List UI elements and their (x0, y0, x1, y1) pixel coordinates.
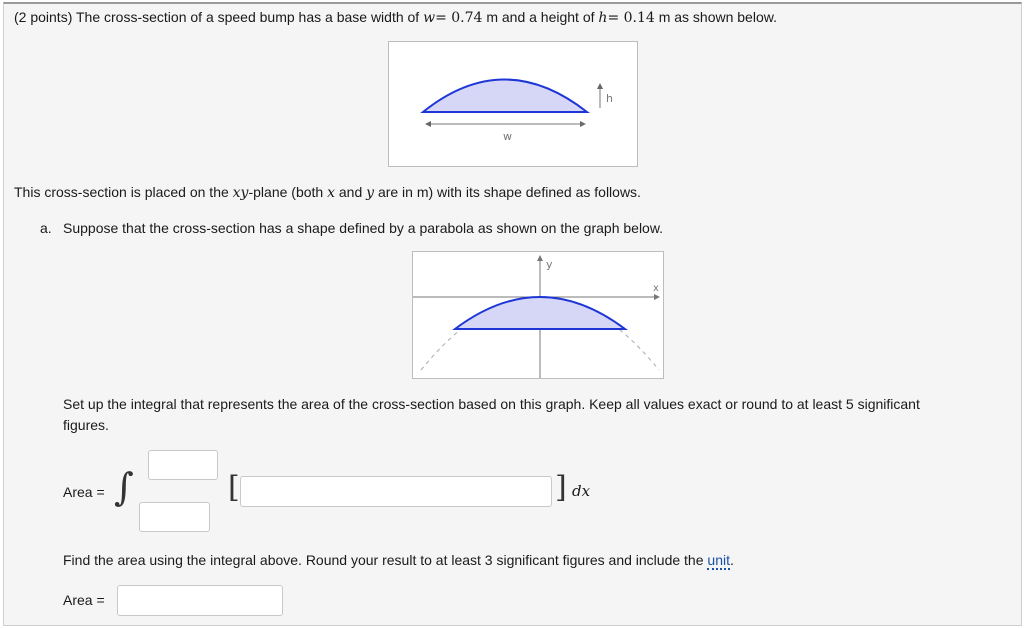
y-symbol: y (366, 185, 375, 201)
integral-sign: ∫ (114, 465, 134, 509)
left-bracket: [ (228, 470, 240, 505)
w-value: = 0.74 (435, 10, 483, 26)
setup-line-1: Set up the integral that represents the area of the cross-section based on this graph. Keep all values exact or round to at least 5 significant (63, 396, 920, 412)
unit-help-link[interactable]: unit (707, 552, 730, 568)
parabola-graph-svg (413, 252, 663, 378)
w-symbol: w (423, 10, 436, 26)
final-area-input[interactable] (117, 585, 283, 616)
setup-line-2: figures. (63, 417, 109, 433)
right-bracket: ] (555, 470, 567, 505)
dx-label: dx (572, 482, 591, 500)
problem-statement (14, 8, 777, 27)
xy-symbol: xy (232, 185, 249, 201)
speed-bump-diagram (389, 42, 637, 166)
find-area-period: . (729, 552, 734, 568)
x-axis-label: x (653, 283, 659, 294)
integral-area-label: Area = (63, 484, 105, 500)
y-axis-label: y (546, 258, 553, 271)
height-label: h (606, 92, 613, 105)
bump-shape (423, 80, 587, 113)
lower-limit-input[interactable] (139, 502, 210, 532)
final-area-label: Area = (63, 592, 105, 608)
upper-limit-input[interactable] (148, 450, 218, 480)
plane-text-d: are in m) with its shape defined as follows. (377, 184, 641, 200)
question-panel (3, 2, 1022, 626)
intro-text: The cross-section of a speed bump has a base width of (76, 9, 420, 25)
h-symbol: h (598, 10, 608, 26)
plane-text-b: -plane (both (248, 184, 324, 200)
x-symbol: x (327, 185, 335, 201)
w-unit-text: m and a height of (486, 9, 595, 25)
h-value: = 0.14 (607, 10, 655, 26)
plane-text-c: and (338, 184, 363, 200)
parabola-region (455, 297, 625, 329)
width-label: w (503, 130, 512, 143)
h-unit-text: m as shown below. (658, 9, 777, 25)
part-a-marker: a. (40, 220, 52, 236)
parabola-graph (412, 251, 664, 379)
points-label: (2 points) (14, 9, 73, 25)
plane-text-a: This cross-section is placed on the (14, 184, 229, 200)
speed-bump-figure (388, 41, 638, 167)
find-area-text (63, 551, 734, 569)
integrand-input[interactable] (240, 476, 552, 507)
plane-description (14, 183, 641, 202)
find-area-instruction: Find the area using the integral above. Round your result to at least 3 significant figures and include the (63, 552, 704, 568)
part-a-text: Suppose that the cross-section has a shape defined by a parabola as shown on the graph below. (63, 220, 664, 236)
